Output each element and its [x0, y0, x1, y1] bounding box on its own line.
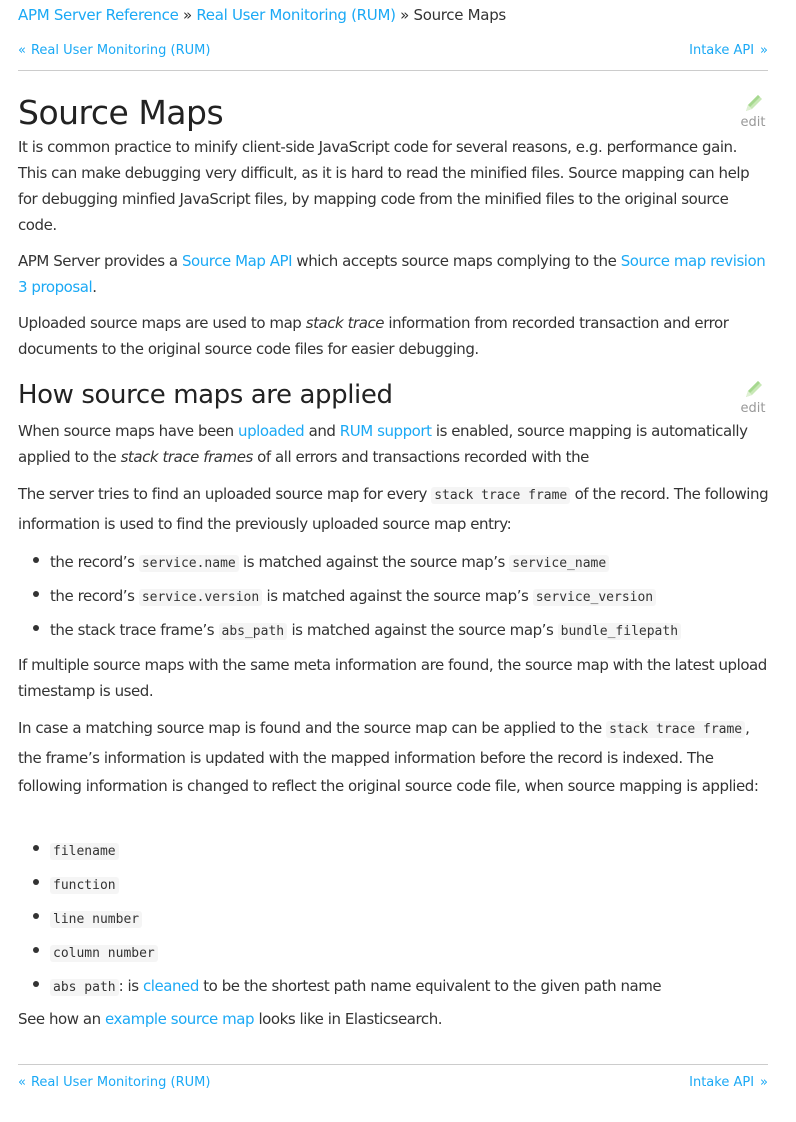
list-item — [18, 614, 770, 648]
next-arrow-icon: » — [760, 43, 768, 58]
uploaded-link[interactable]: uploaded — [238, 422, 305, 440]
page-title: Source Maps — [18, 93, 224, 132]
next-page-label: Intake API — [689, 1075, 755, 1090]
example-source-map-link[interactable]: example source map — [104, 1010, 255, 1028]
inline-code: line number — [50, 911, 142, 928]
list-item — [18, 834, 770, 868]
breadcrumb — [18, 5, 506, 25]
breadcrumb-current: Source Maps — [413, 6, 506, 24]
text: the record’s — [50, 553, 139, 571]
prev-arrow-icon: « — [18, 43, 26, 58]
inline-code: stack trace frame — [606, 721, 745, 738]
text: , the frame’s information is updated with the mapped information before the record is indexed. The following information is changed to reflect the original source code file, when source mapping is applied: — [18, 719, 759, 795]
text: When source maps have been — [18, 422, 239, 440]
prev-page-label: Real User Monitoring (RUM) — [30, 43, 211, 58]
inline-code: service_name — [509, 555, 609, 572]
text: is enabled, source mapping is automatically applied to the — [18, 422, 748, 466]
prev-page-link[interactable] — [18, 1074, 210, 1092]
source-map-proposal-link[interactable]: Source map revision 3 proposal — [18, 252, 766, 296]
inline-code: abs path — [50, 979, 119, 996]
pencil-icon — [742, 378, 764, 400]
bottom-divider — [18, 1064, 768, 1065]
cleaned-link[interactable]: cleaned — [142, 977, 199, 995]
text: which accepts source maps complying to the — [292, 252, 621, 270]
text: The server tries to find an uploaded source map for every — [18, 485, 432, 503]
match-criteria-list — [18, 546, 770, 648]
changed-fields-list — [18, 834, 770, 1004]
next-page-link[interactable] — [689, 42, 768, 60]
text: . — [92, 278, 97, 296]
top-divider — [18, 70, 768, 71]
section-title: How source maps are applied — [18, 380, 393, 410]
text: and — [304, 422, 340, 440]
inline-code: stack trace frame — [431, 487, 570, 504]
emphasis: stack trace frames — [120, 448, 253, 466]
text: APM Server provides a — [18, 252, 182, 270]
intro-paragraph-2 — [18, 248, 770, 300]
breadcrumb-separator: » — [182, 6, 192, 24]
breadcrumb-separator: » — [400, 6, 409, 24]
intro-paragraph-1: It is common practice to minify client-side JavaScript code for several reasons, e.g. performance gain. This can make debugging very difficult, as it is hard to read the minified files. Source mapping can help for debugging minfied JavaScript files, by mapping code from the minified files to the original source code. — [18, 138, 750, 234]
edit-section-button[interactable] — [738, 378, 768, 416]
text: is matched against the source map’s — [287, 621, 558, 639]
prev-arrow-icon: « — [18, 1075, 26, 1090]
text: looks like in Elasticsearch. — [254, 1010, 443, 1028]
edit-page-button[interactable] — [738, 92, 768, 130]
list-item — [18, 970, 770, 1004]
list-item — [18, 868, 770, 902]
text: : is — [118, 977, 143, 995]
section-paragraph-4 — [18, 714, 770, 800]
edit-label: edit — [740, 115, 766, 130]
intro-paragraph-3 — [18, 310, 770, 362]
pencil-icon — [742, 92, 764, 114]
section-paragraph-5 — [18, 1006, 770, 1032]
inline-code: filename — [50, 843, 119, 860]
text: the record’s — [50, 587, 139, 605]
next-arrow-icon: » — [760, 1075, 768, 1090]
text: In case a matching source map is found and the source map can be applied to the — [18, 719, 607, 737]
inline-code: service.version — [139, 589, 262, 606]
breadcrumb-link-rum[interactable]: Real User Monitoring (RUM) — [196, 6, 396, 24]
inline-code: abs_path — [219, 623, 288, 640]
emphasis: stack trace — [305, 314, 385, 332]
text: of the record. The following information is used to find the previously uploaded source map entry: — [18, 485, 769, 533]
list-item — [18, 546, 770, 580]
next-page-link[interactable] — [689, 1074, 768, 1092]
text: information from recorded transaction and error documents to the original source code files for easier debugging. — [18, 314, 729, 358]
text: See how an — [18, 1010, 105, 1028]
text: to be the shortest path name equivalent to the given path name — [198, 977, 662, 995]
inline-code: function — [50, 877, 119, 894]
rum-support-link[interactable]: RUM support — [339, 422, 432, 440]
list-item — [18, 580, 770, 614]
text: is matched against the source map’s — [238, 553, 510, 571]
inline-code: service_version — [533, 589, 656, 606]
text: Uploaded source maps are used to map — [18, 314, 306, 332]
breadcrumb-link-apm-server-reference[interactable]: APM Server Reference — [18, 6, 179, 24]
list-item — [18, 902, 770, 936]
section-paragraph-1 — [18, 418, 770, 470]
prev-page-label: Real User Monitoring (RUM) — [30, 1075, 211, 1090]
text: is matched against the source map’s — [262, 587, 533, 605]
text: of all errors and transactions recorded with the — [252, 448, 589, 466]
inline-code: bundle_filepath — [558, 623, 681, 640]
section-paragraph-3: If multiple source maps with the same meta information are found, the source map with the latest upload timestamp is used. — [18, 656, 767, 700]
inline-code: service.name — [139, 555, 239, 572]
source-map-api-link[interactable]: Source Map API — [181, 252, 293, 270]
list-item — [18, 936, 770, 970]
prev-page-link[interactable] — [18, 42, 210, 60]
text: the stack trace frame’s — [50, 621, 219, 639]
next-page-label: Intake API — [689, 43, 755, 58]
edit-label: edit — [740, 401, 766, 416]
inline-code: column number — [50, 945, 158, 962]
section-paragraph-2 — [18, 480, 770, 538]
